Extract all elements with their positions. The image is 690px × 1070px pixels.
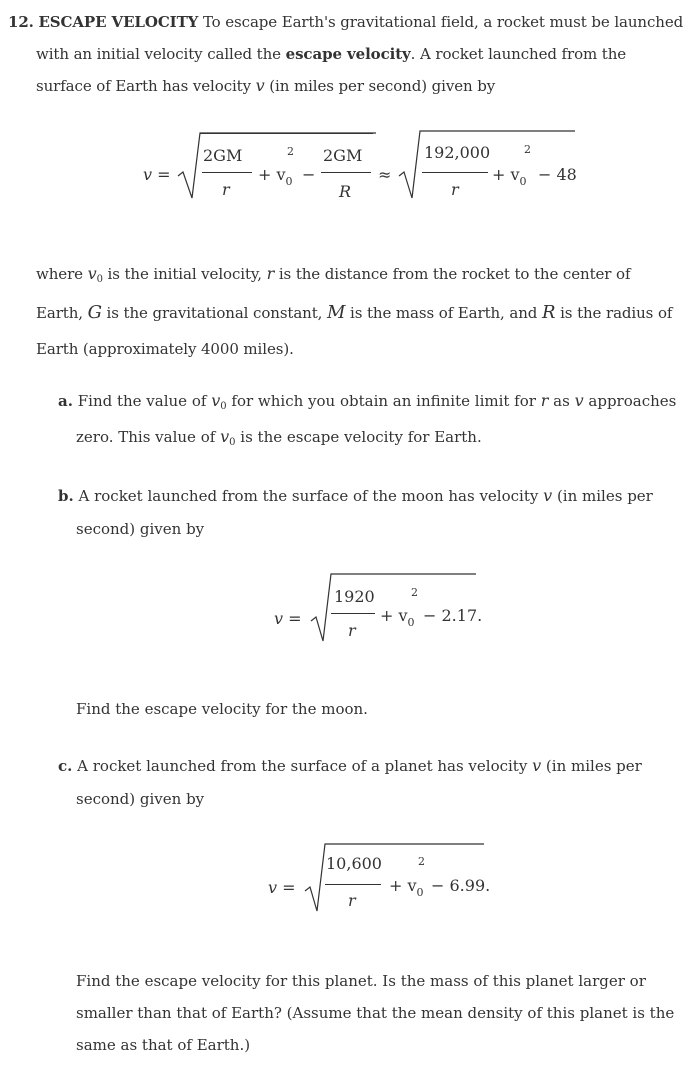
problem-number: 12. bbox=[8, 13, 34, 31]
eq-plus-v0-2: + v bbox=[492, 165, 520, 184]
part-c-label: c. bbox=[58, 757, 73, 775]
part-b-find-text: Find the escape velocity for the moon. bbox=[76, 700, 368, 718]
part-c-text: A rocket launched from the surface of a planet has velocity bbox=[77, 757, 528, 775]
part-b-text: second) given by bbox=[76, 520, 205, 538]
where-text: is the radius of bbox=[560, 304, 673, 322]
eq-c-lhs: v = bbox=[268, 878, 296, 897]
where-text: is the initial velocity, bbox=[107, 265, 262, 283]
radical-sign-1 bbox=[176, 132, 206, 202]
eq-approx: ≈ bbox=[378, 165, 392, 184]
radical-sign-2 bbox=[397, 130, 427, 200]
part-b-text: (in miles per bbox=[556, 487, 653, 505]
equation-moon bbox=[0, 565, 690, 645]
eq-c-plus-v0: + v bbox=[389, 876, 417, 895]
where-text: where bbox=[36, 265, 83, 283]
part-b-find bbox=[76, 693, 686, 726]
part-a bbox=[58, 384, 688, 456]
eq-den-2: R bbox=[339, 182, 352, 201]
part-c-text: second) given by bbox=[76, 790, 205, 808]
part-b-label: b. bbox=[58, 487, 74, 505]
part-c-find-text: same as that of Earth.) bbox=[76, 1036, 251, 1054]
part-a-text: for which you obtain an infinite limit for bbox=[231, 392, 536, 410]
intro-bold-term: escape velocity bbox=[285, 45, 411, 63]
eq-b-num: 1920 bbox=[334, 587, 375, 606]
part-a-text: as bbox=[553, 392, 570, 410]
equation-main bbox=[0, 120, 690, 210]
fraction-bar-b bbox=[331, 613, 375, 614]
part-c-find-text: smaller than that of Earth? (Assume that the mean density of this planet is the bbox=[76, 1004, 675, 1022]
part-a-text: Find the value of bbox=[77, 392, 207, 410]
eq-den-1: r bbox=[222, 180, 230, 199]
eq-b-lhs: v = bbox=[274, 609, 302, 628]
part-b bbox=[58, 479, 688, 546]
part-c-text: (in miles per bbox=[545, 757, 642, 775]
eq-minus: − bbox=[302, 165, 316, 184]
var-r: r bbox=[540, 391, 549, 410]
sub-0: 0 bbox=[220, 401, 227, 412]
var-v: v bbox=[543, 486, 553, 505]
part-c-find-text: Find the escape velocity for this planet. Is the mass of this planet larger or bbox=[76, 972, 646, 990]
problem-intro bbox=[8, 6, 688, 102]
var-v: v bbox=[574, 391, 584, 410]
where-text: is the gravitational constant, bbox=[106, 304, 323, 322]
part-c-find bbox=[76, 965, 686, 1061]
radical-vinculum-1 bbox=[200, 133, 373, 134]
var-G: G bbox=[87, 302, 102, 323]
problem-title: ESCAPE VELOCITY bbox=[38, 13, 199, 31]
eq-c-num: 10,600 bbox=[326, 854, 382, 873]
where-paragraph bbox=[36, 256, 682, 367]
eq-num-1: 2GM bbox=[203, 146, 243, 165]
var-M: M bbox=[327, 302, 346, 323]
eq-num-3: 192,000 bbox=[424, 143, 491, 162]
part-b-text: A rocket launched from the surface of the moon has velocity bbox=[78, 487, 539, 505]
eq-sub-0-2: 0 bbox=[519, 175, 527, 188]
fraction-bar-2 bbox=[321, 172, 371, 173]
intro-text: To escape Earth's gravitational field, a rocket must be launched bbox=[202, 13, 684, 31]
radical-sign-b bbox=[309, 573, 339, 643]
eq-c-sub-0: 0 bbox=[416, 886, 424, 899]
var-v: v bbox=[87, 264, 97, 283]
where-text: is the distance from the rocket to the center of bbox=[278, 265, 631, 283]
eq-den-3: r bbox=[451, 180, 459, 199]
eq-b-plus-v0: + v bbox=[380, 606, 408, 625]
var-r: r bbox=[266, 264, 275, 283]
fraction-bar-3 bbox=[422, 172, 488, 173]
part-c bbox=[58, 749, 688, 816]
eq-b-den: r bbox=[348, 621, 356, 640]
where-text: Earth, bbox=[36, 304, 83, 322]
eq-plus-v0: + v bbox=[258, 165, 286, 184]
where-text: is the mass of Earth, and bbox=[350, 304, 538, 322]
eq-lhs: v = bbox=[143, 165, 171, 184]
var-v: v bbox=[255, 76, 265, 95]
eq-c-den: r bbox=[348, 891, 356, 910]
eq-b-tail: − 2.17. bbox=[423, 606, 483, 625]
sub-0: 0 bbox=[96, 274, 103, 285]
eq-b-sub-0: 0 bbox=[407, 616, 415, 629]
eq-num-2: 2GM bbox=[323, 146, 363, 165]
intro-text: surface of Earth has velocity bbox=[36, 77, 251, 95]
fraction-bar-c bbox=[325, 884, 381, 885]
intro-text: with an initial velocity called the bbox=[36, 45, 281, 63]
var-R: R bbox=[541, 302, 556, 323]
eq-tail: − 48 bbox=[538, 165, 577, 184]
equation-planet bbox=[0, 835, 690, 915]
part-a-text: is the escape velocity for Earth. bbox=[240, 428, 482, 446]
fraction-bar-1 bbox=[202, 172, 252, 173]
intro-text: (in miles per second) given by bbox=[269, 77, 496, 95]
sub-0: 0 bbox=[229, 437, 236, 448]
var-v: v bbox=[532, 756, 542, 775]
eq-c-exp: 2 bbox=[418, 855, 425, 868]
var-v: v bbox=[211, 391, 221, 410]
part-a-text: zero. This value of bbox=[76, 428, 216, 446]
intro-text: . A rocket launched from the bbox=[410, 45, 627, 63]
eq-exp-2: 2 bbox=[524, 143, 531, 156]
eq-b-exp: 2 bbox=[411, 586, 418, 599]
where-text: Earth (approximately 4000 miles). bbox=[36, 340, 294, 358]
eq-sub-0: 0 bbox=[285, 175, 293, 188]
part-a-text: approaches bbox=[588, 392, 677, 410]
var-v: v bbox=[220, 427, 230, 446]
eq-exp-1: 2 bbox=[287, 145, 294, 158]
eq-c-tail: − 6.99. bbox=[431, 876, 491, 895]
part-a-label: a. bbox=[58, 392, 73, 410]
